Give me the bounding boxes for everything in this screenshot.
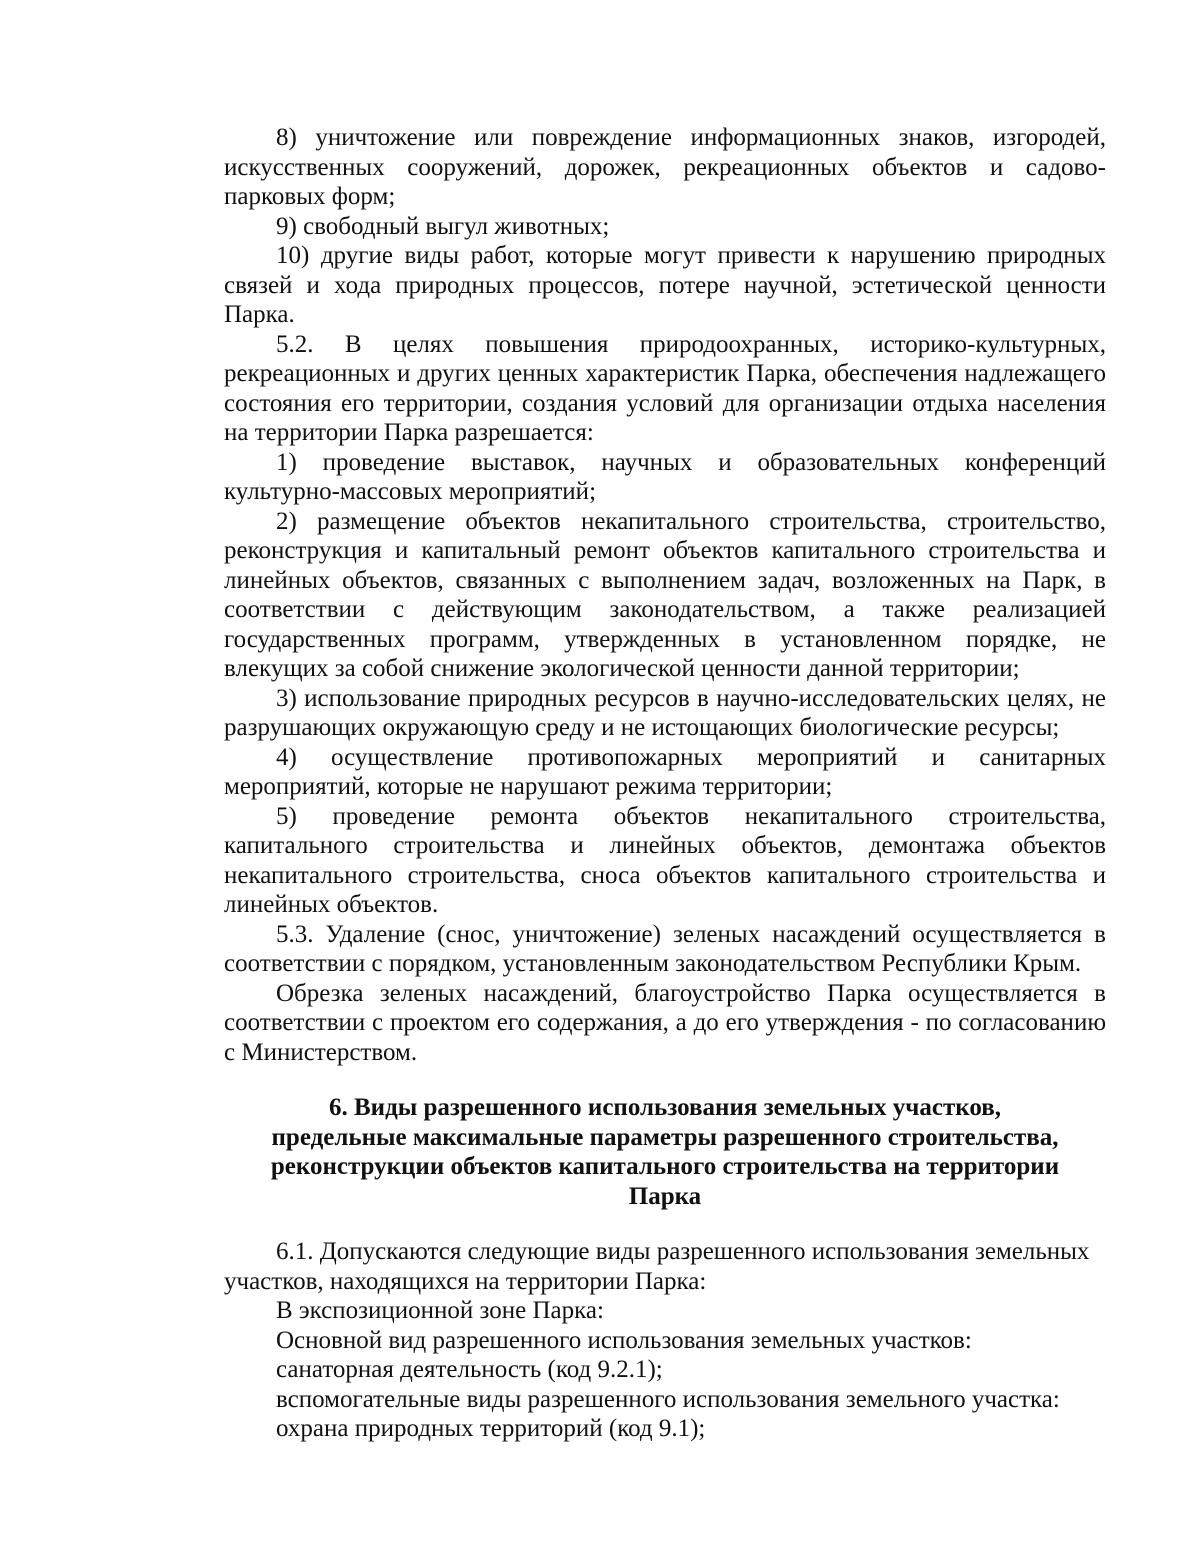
- paragraph-5-2-item-5: 5) проведение ремонта объектов некапитального строительства, капитального строительства и линейных объектов, демонтажа объектов некапитального строительства, сноса объектов капитального строительства и линейных объектов.: [224, 802, 1106, 918]
- paragraph-item-10: 10) другие виды работ, которые могут привести к нарушению природных связей и хода природных процессов, потере научной, эстетической ценности Парка.: [224, 242, 1106, 328]
- heading-line: Парка: [628, 1182, 702, 1210]
- main-use-line: Основной вид разрешенного использования земельных участков:: [276, 1326, 972, 1354]
- section-6-body: [224, 1237, 1106, 1444]
- section-6-heading: [224, 1093, 1106, 1211]
- paragraph-item-8: 8) уничтожение или повреждение информационных знаков, изгородей, искусственных сооружений, дорожек, рекреационных объектов и садово-парковых форм;: [224, 124, 1106, 210]
- heading-line: реконструкции объектов капитального строительства на территории: [270, 1153, 1060, 1180]
- paragraph-5-2-item-4: 4) осуществление противопожарных мероприятий и санитарных мероприятий, которые не нарушают режима территории;: [224, 743, 1106, 800]
- paragraph-5-3: 5.3. Удаление (снос, уничтожение) зеленых насаждений осуществляется в соответствии с порядком, установленным законодательством Республики Крым.: [224, 920, 1106, 977]
- heading-line: 6. Виды разрешенного использования земельных участков,: [329, 1094, 1001, 1121]
- paragraph-item-9: 9) свободный выгул животных;: [276, 212, 610, 240]
- body-text: [224, 123, 1106, 1067]
- auxiliary-use-line: вспомогательные виды разрешенного использования земельного участка:: [276, 1385, 1060, 1413]
- nature-protection-line: охрана природных территорий (код 9.1);: [276, 1415, 706, 1442]
- paragraph-pruning: Обрезка зеленых насаждений, благоустройство Парка осуществляется в соответствии с проектом его содержания, а до его утверждения - по согласованию с Министерством.: [224, 979, 1106, 1066]
- paragraph-6-1: 6.1. Допускаются следующие виды разрешенного использования земельных участков, находящихся на территории Парка:: [224, 1238, 1090, 1295]
- paragraph-5-2-item-3: 3) использование природных ресурсов в научно-исследовательских целях, не разрушающих окружающую среду и не истощающих биологические ресурсы;: [224, 684, 1106, 741]
- paragraph-5-2: 5.2. В целях повышения природоохранных, историко-культурных, рекреационных и других ценных характеристик Парка, обеспечения надлежащего состояния его территории, создания условий для организации отдыха населения на территории Парка разрешается:: [224, 330, 1106, 446]
- heading-line: предельные максимальные параметры разрешенного строительства,: [271, 1123, 1059, 1151]
- zone-line: В экспозиционной зоне Парка:: [276, 1297, 604, 1324]
- paragraph-5-2-item-2: 2) размещение объектов некапитального строительства, строительство, реконструкция и капитальный ремонт объектов капитального строительства и линейных объектов, связанных с выполнением задач, возложенных на Парк, в соответствии с действующим законодательством, а также реализацией государственных программ, утвержденных в установленном порядке, не влекущих за собой снижение экологической ценности данной территории;: [224, 507, 1106, 682]
- sanatorium-line: санаторная деятельность (код 9.2.1);: [276, 1356, 663, 1383]
- paragraph-5-2-item-1: 1) проведение выставок, научных и образовательных конференций культурно-массовых мероприятий;: [224, 448, 1106, 505]
